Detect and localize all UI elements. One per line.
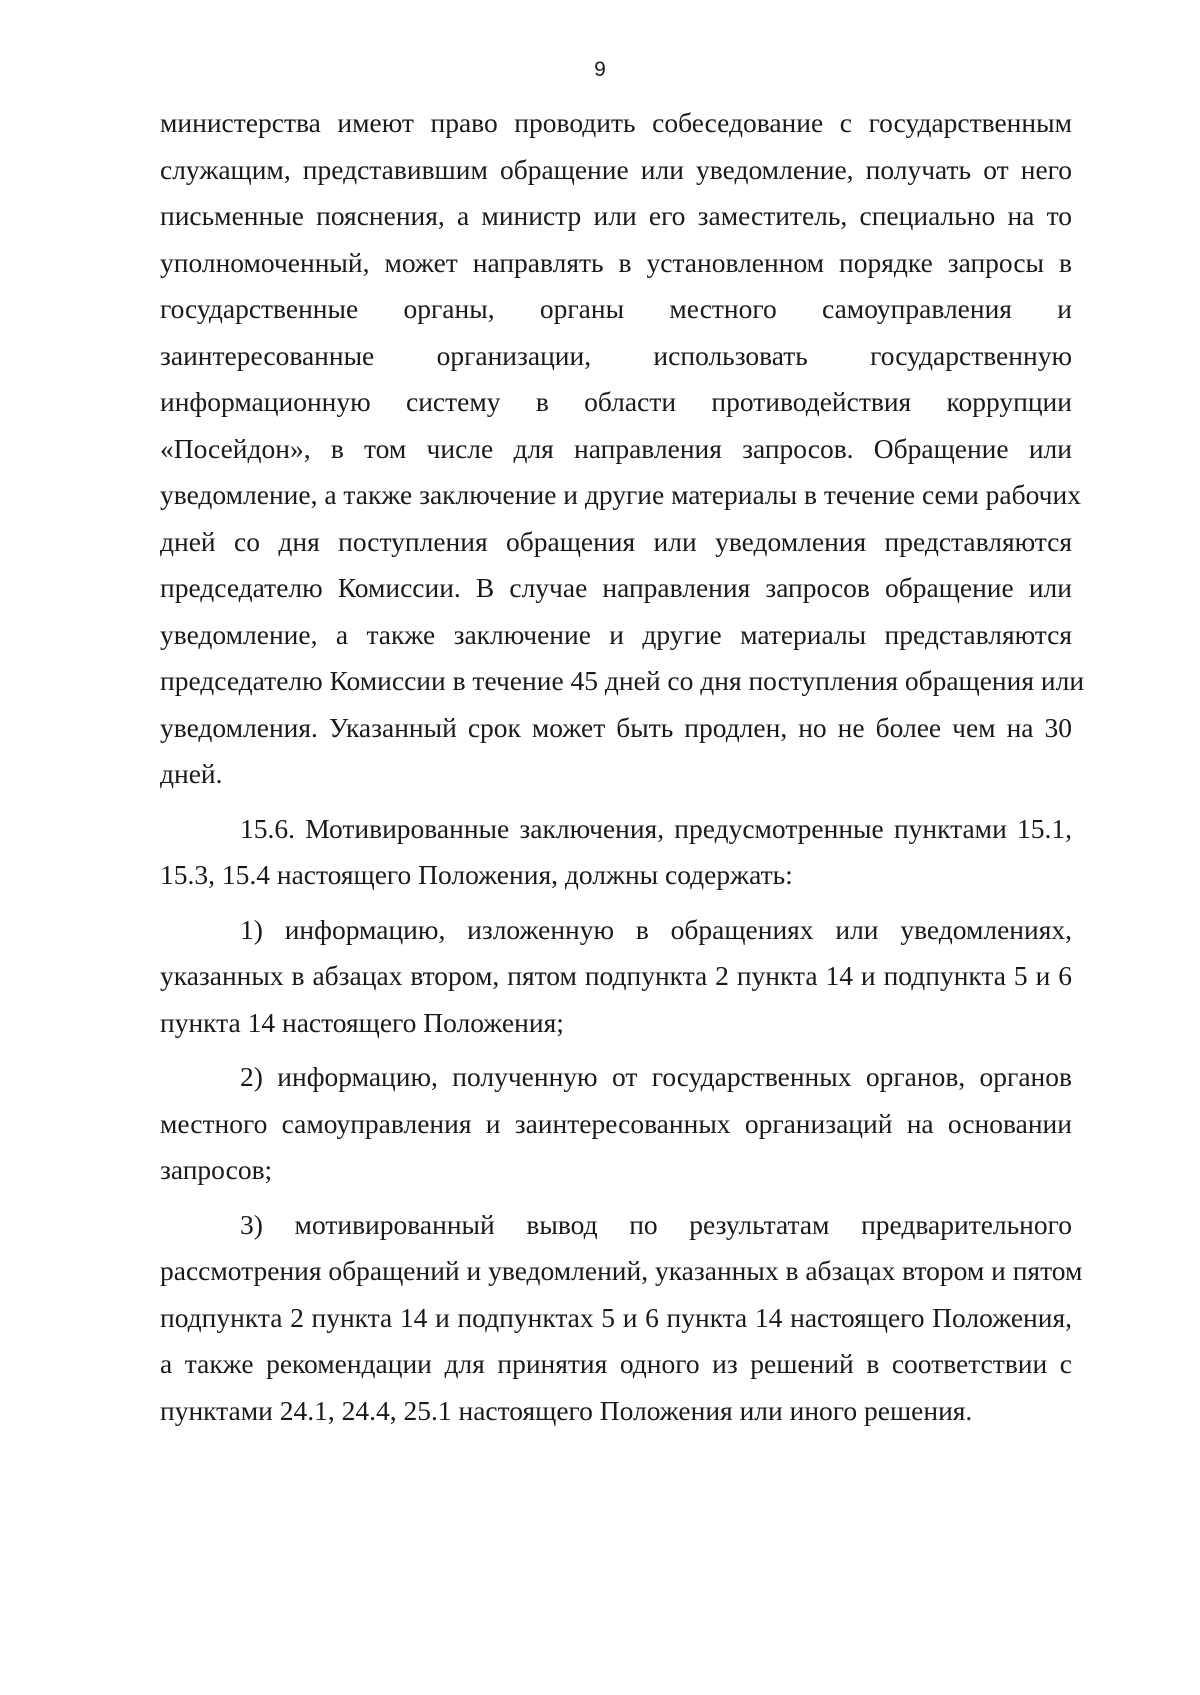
text-line: указанных в абзацах втором, пятом подпункта 2 пункта 14 и подпункта 5 и 6 [160, 960, 1072, 991]
list-item-1 [160, 907, 1072, 1047]
paragraph-spacing [160, 798, 1072, 806]
list-item-2 [160, 1054, 1072, 1194]
text-line: пунктами 24.1, 24.4, 25.1 настоящего Положения или иного решения. [160, 1394, 973, 1426]
text-line: служащим, представившим обращение или уведомление, получать от него [160, 153, 1072, 185]
text-line: письменные пояснения, а министр или его заместитель, специально на то [160, 200, 1072, 231]
page-number: 9 [594, 58, 606, 81]
text-line: министерства имеют право проводить собеседование с государственным [160, 107, 1072, 138]
text-line: 15.3, 15.4 настоящего Положения, должны содержать: [160, 859, 793, 890]
text-line: уведомление, а также заключение и другие материалы представляются [160, 618, 1072, 650]
paragraph-spacing [160, 899, 1072, 907]
text-line: рассмотрения обращений и уведомлений, указанных в абзацах втором и пятом [160, 1255, 1083, 1286]
paragraph-15-6 [160, 806, 1072, 899]
text-line: запросов; [160, 1154, 273, 1185]
text-line: дней со дня поступления обращения или уведомления представляются [160, 525, 1072, 557]
text-line: уведомление, а также заключение и другие материалы в течение семи рабочих [160, 479, 1081, 510]
text-line: 15.6. Мотивированные заключения, предусмотренные пунктами 15.1, [240, 812, 1072, 844]
text-line: председателю Комиссии. В случае направления запросов обращение или [160, 572, 1072, 603]
text-line: уполномоченный, может направлять в установленном порядке запросы в [160, 246, 1072, 278]
text-line: информационную систему в области противодействия коррупции [160, 386, 1072, 417]
paragraph-spacing [160, 1046, 1072, 1054]
text-line: подпункта 2 пункта 14 и подпунктах 5 и 6 пункта 14 настоящего Положения, [160, 1301, 1072, 1333]
text-line: председателю Комиссии в течение 45 дней со дня поступления обращения или [160, 665, 1085, 696]
text-line: 2) информацию, полученную от государственных органов, органов [240, 1061, 1072, 1092]
text-line: 3) мотивированный вывод по результатам предварительного [240, 1208, 1072, 1240]
text-line: заинтересованные организации, использовать государственную [160, 339, 1072, 371]
text-line: «Посейдон», в том числе для направления запросов. Обращение или [160, 432, 1072, 464]
text-line: 1) информацию, изложенную в обращениях или уведомлениях, [240, 913, 1072, 945]
text-line: дней. [160, 758, 223, 789]
paragraph-1 [160, 100, 1085, 798]
text-line: местного самоуправления и заинтересованных организаций на основании [160, 1107, 1072, 1139]
text-line: пункта 14 настоящего Положения; [160, 1006, 564, 1038]
text-line: а также рекомендации для принятия одного из решений в соответствии с [160, 1348, 1072, 1379]
text-line: уведомления. Указанный срок может быть продлен, но не более чем на 30 [160, 711, 1072, 743]
text-line: государственные органы, органы местного самоуправления и [160, 293, 1072, 324]
document-body [160, 100, 1085, 1434]
paragraph-spacing [160, 1194, 1072, 1202]
list-item-3 [160, 1202, 1083, 1435]
